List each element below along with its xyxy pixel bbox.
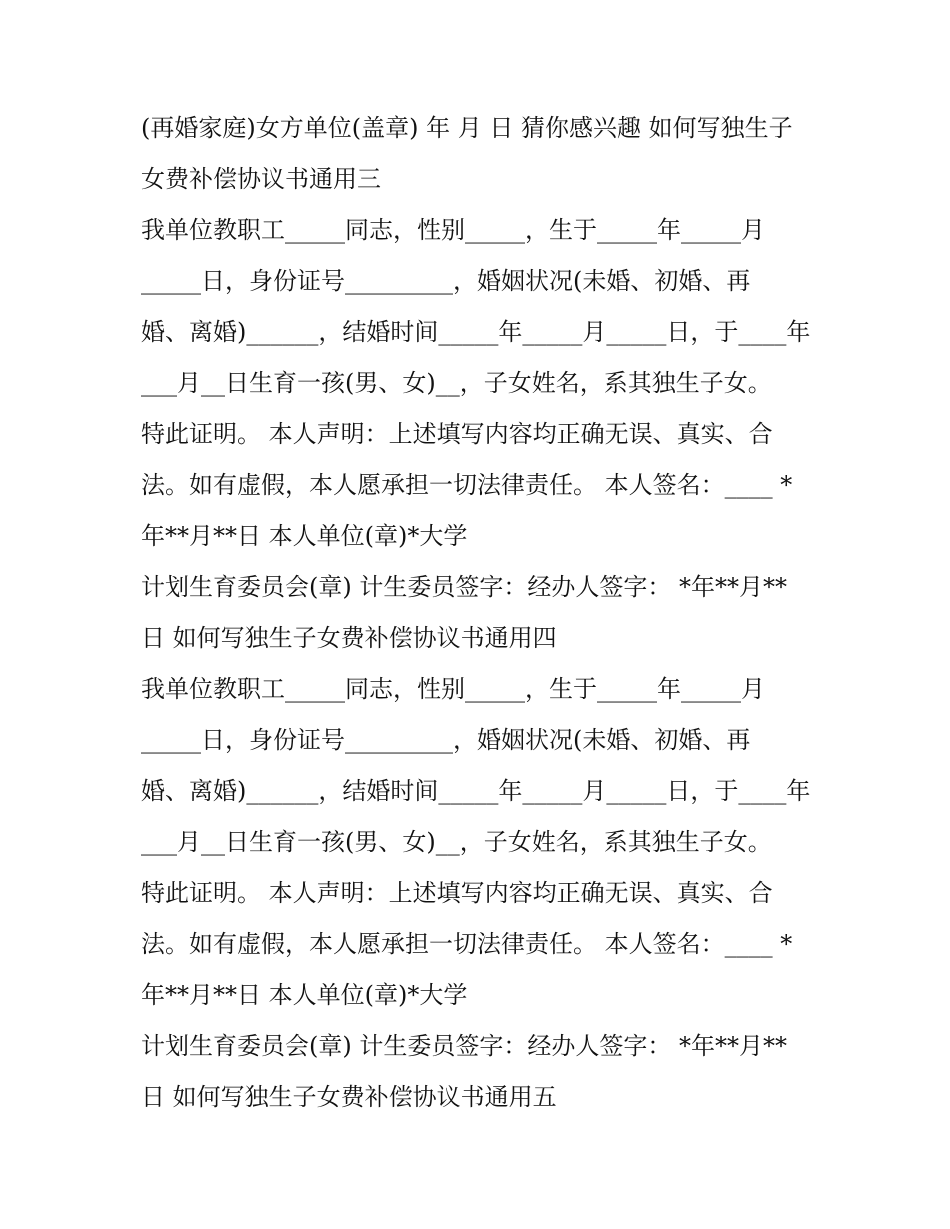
text-line: 年**月**日 本人单位(章)*大学 xyxy=(141,981,468,1009)
text-line: 婚、离婚)______，结婚时间_____年_____月_____日，于____年 xyxy=(141,318,811,346)
text-line: 婚、离婚)______，结婚时间_____年_____月_____日，于____年 xyxy=(141,777,811,805)
text-line: 特此证明。 本人声明：上述填写内容均正确无误、真实、合 xyxy=(141,879,773,907)
text-line: (再婚家庭)女方单位(盖章) 年 月 日 猜你感兴趣 如何写独生子 xyxy=(141,114,793,142)
section-heading-5: 日 如何写独生子女费补偿协议书通用五 xyxy=(141,1083,557,1111)
text-line: 年**月**日 本人单位(章)*大学 xyxy=(141,522,468,550)
section-heading-3: 女费补偿协议书通用三 xyxy=(141,165,381,193)
text-line: 我单位教职工_____同志，性别_____，生于_____年_____月 xyxy=(141,675,765,703)
text-line: 我单位教职工_____同志，性别_____，生于_____年_____月 xyxy=(141,216,765,244)
text-line: _____日，身份证号_________，婚姻状况(未婚、初婚、再 xyxy=(141,726,751,754)
section-heading-4: 日 如何写独生子女费补偿协议书通用四 xyxy=(141,624,557,652)
text-line: 计划生育委员会(章) 计生委员签字：经办人签字： *年**月** xyxy=(141,573,787,601)
text-line: 特此证明。 本人声明：上述填写内容均正确无误、真实、合 xyxy=(141,420,773,448)
text-line: 法。如有虚假，本人愿承担一切法律责任。 本人签名：____ * xyxy=(141,471,793,499)
text-line: _____日，身份证号_________，婚姻状况(未婚、初婚、再 xyxy=(141,267,751,295)
text-line: ___月__日生育一孩(男、女)__，子女姓名，系其独生子女。 xyxy=(141,828,772,856)
text-line: 法。如有虚假，本人愿承担一切法律责任。 本人签名：____ * xyxy=(141,930,793,958)
text-line: ___月__日生育一孩(男、女)__，子女姓名，系其独生子女。 xyxy=(141,369,772,397)
text-line: 计划生育委员会(章) 计生委员签字：经办人签字： *年**月** xyxy=(141,1032,787,1060)
